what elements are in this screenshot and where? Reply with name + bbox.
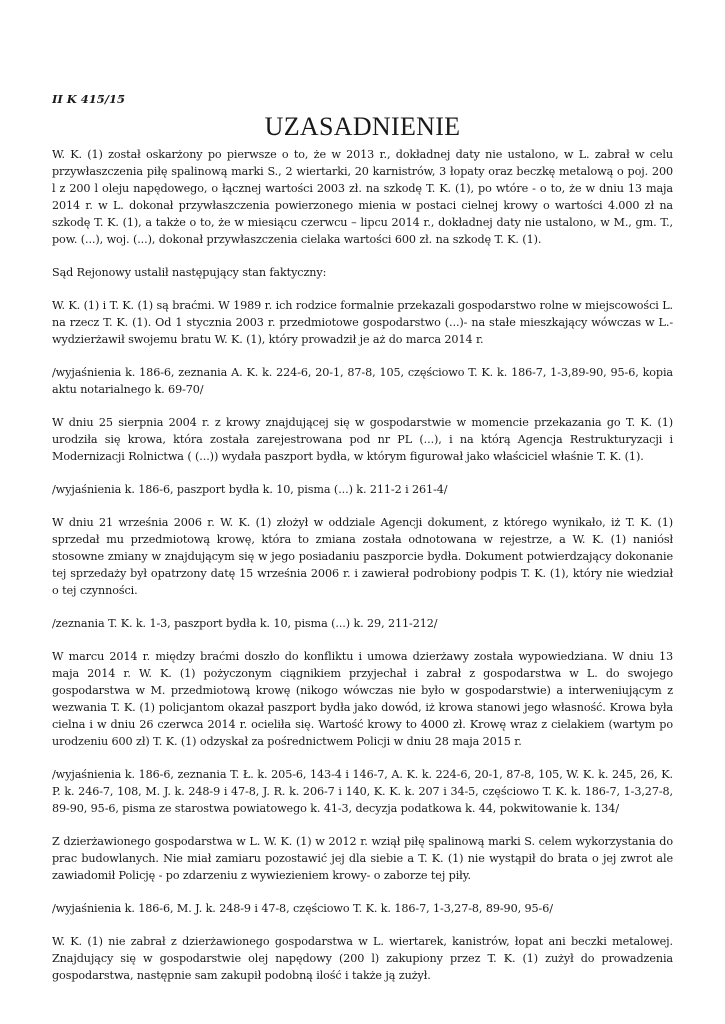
paragraph-citation: /wyjaśnienia k. 186-6, paszport bydła k. 10, pisma (...) k. 211-2 i 261-4/ bbox=[52, 483, 448, 496]
paragraph-chainsaw: Z dzierżawionego gospodarstwa w L. W. K. (1) w 2012 r. wziął piłę spalinową marki S. celem wykorzystania do prac budowlanych. Nie miał zamiaru pozostawić jej dla siebie a T. K. (1) nie wystąpił do brata o jej zwrot ale zawiadomił Policję - po zdarzeniu z wywiezieniem krowy- o zaborze tej piły. bbox=[52, 835, 673, 882]
paragraph-tools: W. K. (1) nie zabrał z dzierżawionego gospodarstwa w L. wiertarek, kanistrów, łopat ani beczki metalowej. Znajdujący się w gospodarstwie olej napędowy (200 l) zakupiony przez T. K. (1) zużył do prowadzenia gospodarstwa, następnie sam zakupił podobną ilość i także ją zużył. bbox=[52, 935, 673, 982]
document-page bbox=[52, 90, 673, 1000]
paragraph-conflict: W marcu 2014 r. między braćmi doszło do konfliktu i umowa dzierżawy została wypowiedziana. W dniu 13 maja 2014 r. W. K. (1) pożyczonym ciągnikiem przyjechał i zabrał z gospodarstwa w L. do swojego gospodarstwa w M. przedmiotową krowę (nikogo wówczas nie było w gospodarstwie) a interweniującym z wezwania T. K. (1) policjantom okazał paszport bydła jako dowód, iż krowa stanowi jego własność. Krowa była cielna i w dniu 26 czerwca 2014 r. ocieliła się. Wartość krowy to 4000 zł. Krowę wraz z cielakiem (wartym po urodzeniu 600 zł) T. K. (1) odzyskał za pośrednictwem Policji w dniu 28 maja 2015 r. bbox=[52, 650, 673, 748]
paragraph-citation: /wyjaśnienia k. 186-6, zeznania T. Ł. k. 205-6, 143-4 i 146-7, A. K. k. 224-6, 20-1, 87-8, 105, W. K. k. 245, 26, K. P. k. 246-7, 108, M. J. k. 248-9 i 47-8, J. R. k. 206-7 i 140, K. K. k. 207 i 34-5, częściowo T. K. k. 186-7, 1-3,27-8, 89-90, 95-6, pisma ze starostwa powiatowego k. 41-3, decyzja podatkowa k. 44, pokwitowanie k. 134/ bbox=[52, 768, 673, 815]
paragraph-citation: /wyjaśnienia k. 186-6, zeznania A. K. k. 224-6, 20-1, 87-8, 105, częściowo T. K. k. 186-7, 1-3,89-90, 95-6, kopia aktu notarialnego k. 69-70/ bbox=[52, 366, 673, 396]
paragraph-brothers: W. K. (1) i T. K. (1) są braćmi. W 1989 r. ich rodzice formalnie przekazali gospodarstwo rolne w miejscowości L. na rzecz T. K. (1). Od 1 stycznia 2003 r. przedmiotowe gospodarstwo (...)- na stałe mieszkający wówczas w L.- wydzierżawił swojemu bratu W. K. (1), który prowadził je aż do marca 2014 r. bbox=[52, 299, 673, 346]
paragraph-charges: W. K. (1) został oskarżony po pierwsze o to, że w 2013 r., dokładnej daty nie ustalono, w L. zabrał w celu przywłaszczenia piłę spalinową marki S., 2 wiertarki, 20 karnistrów, 3 łopaty oraz beczkę metalową o poj. 200 l z 200 l oleju napędowego, o łącznej wartości 2003 zł. na szkodę T. K. (1), po wtóre - o to, że w dniu 13 maja 2014 r. w L. dokonał przywłaszczenia powierzonego mienia w postaci cielnej krowy o wartości 4.000 zł na szkodę T. K. (1), a także o to, że w miesiącu czerwcu – lipcu 2014 r., dokładnej daty nie ustalono, w M., gm. T., pow. (...), woj. (...), dokonał przywłaszczenia cielaka wartości 600 zł. na szkodę T. K. (1). bbox=[52, 148, 673, 246]
case-reference: II K 415/15 bbox=[52, 92, 125, 106]
document-title: UZASADNIENIE bbox=[264, 112, 461, 141]
paragraph-citation: /zeznania T. K. k. 1-3, paszport bydła k. 10, pisma (...) k. 29, 211-212/ bbox=[52, 617, 438, 630]
paragraph-cow-birth: W dniu 25 sierpnia 2004 r. z krowy znajdującej się w gospodarstwie w momencie przekazania go T. K. (1) urodziła się krowa, która została zarejestrowana pod nr PL (...), i na którą Agencja Restrukturyzacji i Modernizacji Rolnictwa ( (...)) wydała paszport bydła, w którym figurował jako właściciel właśnie T. K. (1). bbox=[52, 416, 673, 463]
paragraph-facts-intro: Sąd Rejonowy ustalił następujący stan faktyczny: bbox=[52, 266, 327, 279]
paragraph-citation: /wyjaśnienia k. 186-6, M. J. k. 248-9 i 47-8, częściowo T. K. k. 186-7, 1-3,27-8, 89-90, 95-6/ bbox=[52, 902, 553, 915]
paragraph-agency-document: W dniu 21 września 2006 r. W. K. (1) złożył w oddziale Agencji dokument, z którego wynikało, iż T. K. (1) sprzedał mu przedmiotową krowę, która to zmiana została odnotowana w rejestrze, a W. K. (1) naniósł stosowne zmiany w znajdującym się w jego posiadaniu paszporcie bydła. Dokument potwierdzający dokonanie tej sprzedaży był opatrzony datę 15 września 2006 r. i zawierał podrobiony podpis T. K. (1), który nie wiedział o tej czynności. bbox=[52, 516, 673, 597]
document-body bbox=[52, 146, 673, 984]
